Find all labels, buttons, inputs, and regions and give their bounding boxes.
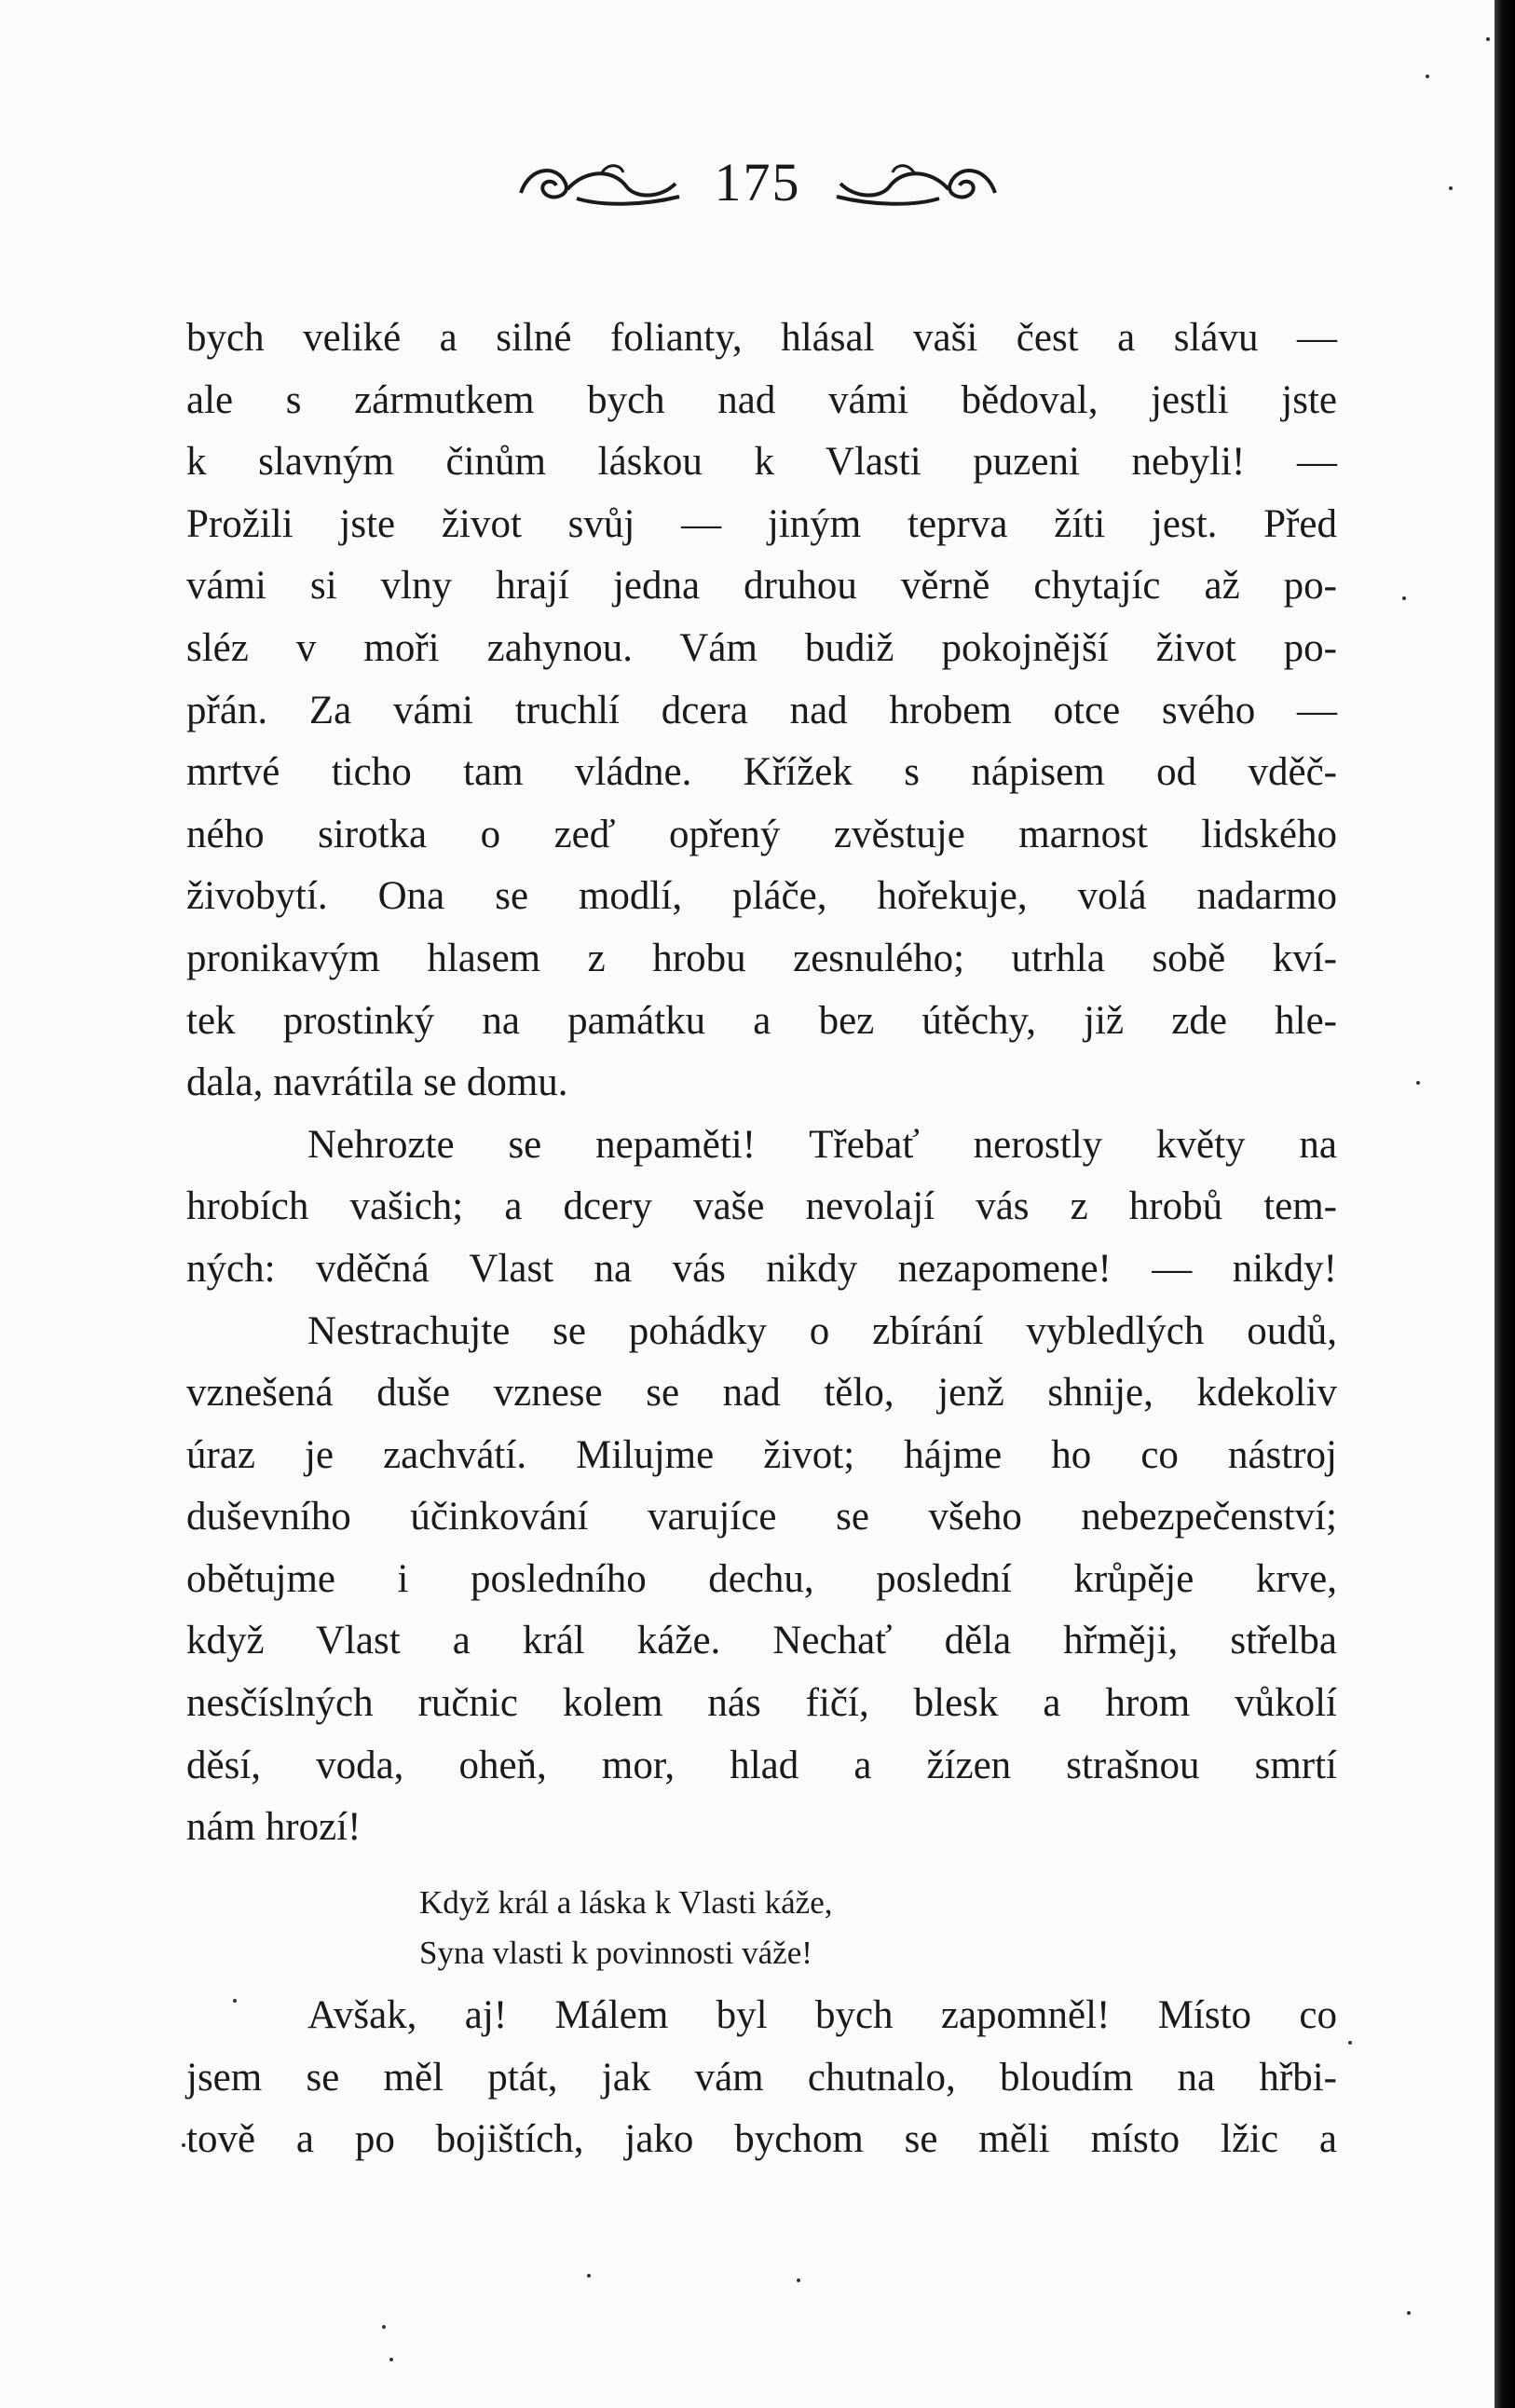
- text-line: přán. Za vámi truchlí dcera nad hrobem otce svého —: [186, 688, 1337, 732]
- scan-edge: [1495, 0, 1515, 2408]
- text-line: vámi si vlny hrají jedna druhou věrně chytajíc až po-: [186, 564, 1337, 609]
- left-ornament-icon: [512, 156, 689, 208]
- text-line: obětujme i posledního dechu, poslední krůpěje krve,: [186, 1556, 1337, 1601]
- text-line: živobytí. Ona se modlí, pláče, hořekuje, volá nadarmo: [186, 874, 1337, 919]
- text-line: děsí, voda, oheň, mor, hlad a žízen strašnou smrtí: [186, 1743, 1337, 1787]
- text-line: nám hrozí!: [186, 1805, 362, 1850]
- main-text: [186, 308, 1337, 1859]
- text-line: tek prostinký na památku a bez útěchy, již zde hle-: [186, 998, 1337, 1043]
- text-line: mrtvé ticho tam vládne. Křížek s nápisem od vděč-: [186, 750, 1337, 795]
- text-line: Avšak, aj! Málem byl bych zapomněl! Místo co: [307, 1993, 1337, 2037]
- text-line: když Vlast a král káže. Nechať děla hřměji, střelba: [186, 1619, 1337, 1663]
- paragraph-2: [186, 1115, 1337, 1301]
- text-line: ných: vděčná Vlast na vás nikdy nezapomene! — nikdy!: [186, 1246, 1337, 1291]
- text-line: bych veliké a silné folianty, hlásal vaši čest a slávu —: [186, 316, 1337, 360]
- paragraph-1: [186, 308, 1337, 1115]
- paragraph-3: [186, 1301, 1337, 1859]
- text-line: sléz v moři zahynou. Vám budiž pokojnější život po-: [186, 625, 1337, 670]
- text-line: vznešená duše vznese se nad tělo, jenž shnije, kdekoliv: [186, 1371, 1337, 1416]
- text-line: duševního účinkování varujíce se všeho nebezpečenství;: [186, 1495, 1337, 1539]
- verse: [419, 1878, 833, 1978]
- text-line: Nestrachujte se pohádky o zbírání vybledlých oudů,: [307, 1308, 1337, 1353]
- text-line: nesčíslných ručnic kolem nás fičí, blesk a hrom vůkolí: [186, 1681, 1337, 1726]
- text-line: Prožili jste život svůj — jiným teprva žíti jest. Před: [186, 501, 1337, 546]
- text-line: Nehrozte se nepaměti! Třebať nerostly květy na: [307, 1122, 1337, 1167]
- text-line: jsem se měl ptát, jak vám chutnalo, bloudím na hřbi-: [186, 2055, 1337, 2100]
- text-line: ale s zármutkem bych nad vámi bědoval, jestli jste: [186, 377, 1337, 422]
- text-line: hrobích vašich; a dcery vaše nevolají vás z hrobů tem-: [186, 1184, 1337, 1229]
- right-ornament-icon: [827, 156, 1004, 208]
- text-line: k slavným činům láskou k Vlasti puzeni nebyli! —: [186, 440, 1337, 485]
- text-line: pronikavým hlasem z hrobu zesnulého; utrhla sobě kví-: [186, 936, 1337, 980]
- page-number: 175: [714, 151, 801, 212]
- verse-line: Když král a láska k Vlasti káže,: [419, 1884, 833, 1921]
- verse-line: Syna vlasti k povinnosti váže!: [419, 1935, 812, 1971]
- text-line: tově a po bojištích, jako bychom se měli místo lžic a: [186, 2117, 1337, 2162]
- text-line: ného sirotka o zeď opřený zvěstuje marnost lidského: [186, 812, 1337, 856]
- text-line: dala, navrátila se domu.: [186, 1060, 568, 1105]
- paragraph-4: [186, 1985, 1337, 2171]
- page-header: [0, 149, 1515, 214]
- text-line: úraz je zachvátí. Milujme život; hájme ho co nástroj: [186, 1432, 1337, 1477]
